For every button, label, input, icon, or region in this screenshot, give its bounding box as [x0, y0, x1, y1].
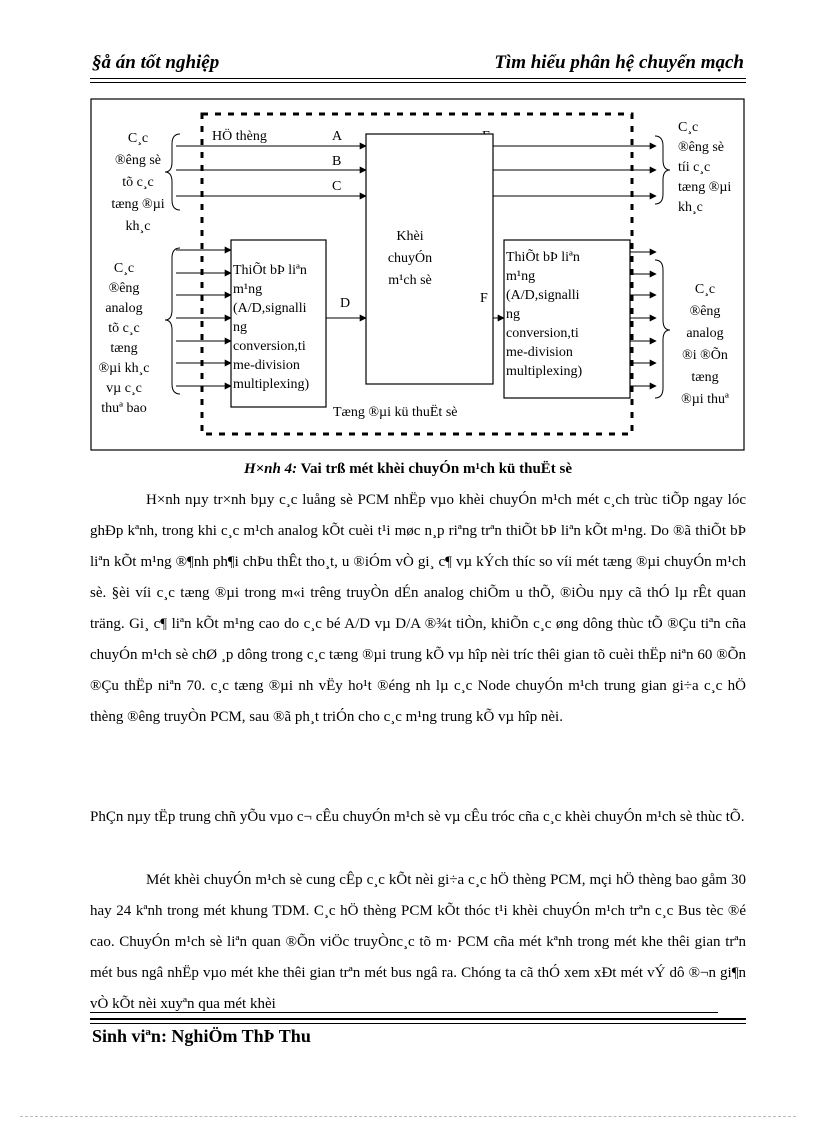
input-letters — [332, 129, 343, 194]
header-rule — [90, 78, 746, 79]
figure-text: conversion,ti — [506, 326, 579, 341]
figure-text: ®êng sè — [114, 153, 162, 168]
figure-text: chuyÓn — [387, 251, 433, 266]
figure-text: ng — [233, 320, 247, 335]
figure-text: thuª bao — [101, 401, 147, 416]
header-right: Tìm hiểu phân hệ chuyển mạch — [494, 52, 744, 73]
figure-text: conversion,ti — [233, 339, 306, 354]
figure-text: ®êng — [689, 304, 721, 319]
figure-text: kh¸c — [125, 219, 151, 234]
header-left: §å án tốt nghiệp — [92, 52, 220, 73]
figure-text: C¸c — [127, 131, 149, 146]
header-rule-thin — [90, 82, 746, 83]
footer-student: Sinh viªn: NghiÖm ThÞ Thu — [92, 1026, 311, 1046]
figure-text: tõ c¸c — [122, 175, 154, 190]
figure-text: m¹ch sè — [388, 273, 432, 288]
figure-text: tæng ®µi — [111, 197, 165, 212]
figure-text: ®i ®Õn — [682, 348, 728, 363]
figure-text: tæng ®µi — [678, 180, 732, 195]
figure-text: ThiÕt bÞ liªn — [233, 263, 307, 278]
figure-text: analog — [686, 326, 724, 341]
left-analog-label — [99, 261, 150, 416]
text-underline — [90, 1012, 718, 1013]
input-letter: A — [332, 129, 343, 144]
right-analog-label — [681, 282, 729, 407]
exchange-label: Tæng ®µi kü thuËt sè — [333, 405, 458, 420]
figure-text: ®µi thuª — [681, 392, 729, 407]
input-letter: B — [332, 154, 342, 169]
figure-text: tæng — [691, 370, 719, 385]
analog-output-lines — [630, 252, 656, 386]
figure-text: multiplexing) — [506, 364, 583, 379]
figure-text: ®êng sè — [678, 140, 725, 155]
figure-text: ThiÕt bÞ liªn — [506, 250, 580, 265]
figure-text: tæng — [110, 341, 138, 356]
letter-f: F — [480, 291, 488, 306]
paragraph-1: H×nh nµy tr×nh bµy c¸c luång sè PCM nhËp vµo khèi chuyÓn m¹ch mét c¸ch trùc tiÕp ngay lóc ghÐp kªnh, trong khi c¸c m¹ch analog kÕt cuèi t¹i møc n¸p riªng trªn thiÕt bÞ liªn kÕt m¹ng. Do ®ã thiÕt bÞ liªn kÕt m¹ng ®¶nh ph¶i chÞu thÊt tho¸t, u ®iÓm vÒ gi¸ c¶ vµ kÝch thíc so víi mét tæng ®µi chuyÓn m¹ch sè. §èi víi c¸c tæng ®µi trong m«i trêng truyÒn dÉn analog chiÕm u thÕ, ®iÒu nµy cã thÓ lµ rÊt quan träng. Gi¸ c¶ liªn kÕt m¹ng cao do c¸c bé A/D vµ D/A ®¾t tiÒn, khiÕn c¸c øng dông thùc tÕ ®Çu tiªn cña chuyÓn m¹ch sè chØ ¸p dông trong c¸c tæng ®µi trung kÕ vµ hîp nèi tríc thêi gian tõ cuèi thËp niªn 60 ®Õn ®Çu thËp niªn 70. c¸c tæng ®µi nh vËy ho¹t ®éng nh lµ c¸c Node chuyÓn m¹ch trung gian gi÷a c¸c hÖ thèng ®êng truyÒn PCM, sau ®ã ph¸t triÓn cho c¸c m¹ng trung kÕ vµ hîp nèi. — [90, 492, 746, 725]
figure-text: ng — [506, 307, 520, 322]
right-analog-brace — [655, 260, 670, 398]
right-digital-brace — [655, 136, 670, 204]
footer-rule-thin — [90, 1023, 746, 1024]
figure-text: multiplexing) — [233, 377, 310, 392]
figure-text: C¸c — [678, 120, 699, 135]
input-letter: C — [332, 179, 342, 194]
figure-text: m¹ng — [506, 269, 536, 284]
letter-d: D — [340, 296, 351, 311]
figure-text: me-division — [233, 358, 300, 373]
figure-text: tõ c¸c — [108, 321, 140, 336]
figure-text: analog — [105, 301, 143, 316]
figure-text: tíi c¸c — [678, 160, 711, 175]
caption-text: Vai trß mét khèi chuyÓn m¹ch kü thuËt sè — [297, 461, 573, 477]
figure-caption — [0, 461, 816, 478]
figure-text: ®µi kh¸c — [98, 361, 150, 376]
figure-text: C¸c — [113, 261, 135, 276]
figure-diagram — [90, 98, 745, 451]
paragraph-2: PhÇn nµy tËp trung chñ yÕu vµo c¬ cÊu chuyÓn m¹ch sè vµ cÊu tróc cña c¸c khèi chuyÓn m¹ch sè thùc tÕ. — [90, 809, 745, 825]
figure-text: ®êng — [108, 281, 140, 296]
caption-label: H×nh 4: — [243, 461, 298, 477]
figure-text: (A/D,signalli — [233, 301, 307, 316]
highway-label: HÖ thèng — [212, 129, 267, 144]
footer-rule — [90, 1018, 746, 1020]
figure-text: Khèi — [396, 229, 424, 244]
left-digital-label — [111, 131, 164, 234]
left-analog-brace — [165, 248, 180, 394]
figure-text: vµ c¸c — [106, 381, 142, 396]
left-digital-brace — [165, 134, 180, 210]
paragraph-3: Mét khèi chuyÓn m¹ch sè cung cÊp c¸c kÕt nèi gi÷a c¸c hÖ thèng PCM, mçi hÖ thèng bao gåm 30 hay 24 kªnh trong mét khung TDM. C¸c hÖ thèng PCM kÕt thóc t¹i khèi chuyÓn m¹ch trªn c¸c Bus tèc ®é cao. ChuyÓn m¹ch sè liªn quan ®Õn viÖc truyÒnc¸c tõ m· PCM cña mét kªnh trong mét khe thêi gian trªn mét bus ngâ nhËp vµo mét khe thêi gian trªn mét bus ngâ ra. Chóng ta cã thÓ xem xÐt mét vÝ dô ®¬n gi¶n vÒ kÕt nèi xuyªn qua mét khèi — [90, 872, 746, 1012]
figure-text: me-division — [506, 345, 573, 360]
figure-text: kh¸c — [678, 200, 703, 215]
figure-text: m¹ng — [233, 282, 263, 297]
page-bottom-dashes — [20, 1116, 796, 1117]
right-digital-label — [678, 120, 731, 215]
figure-text: (A/D,signalli — [506, 288, 580, 303]
figure-text: C¸c — [694, 282, 716, 297]
